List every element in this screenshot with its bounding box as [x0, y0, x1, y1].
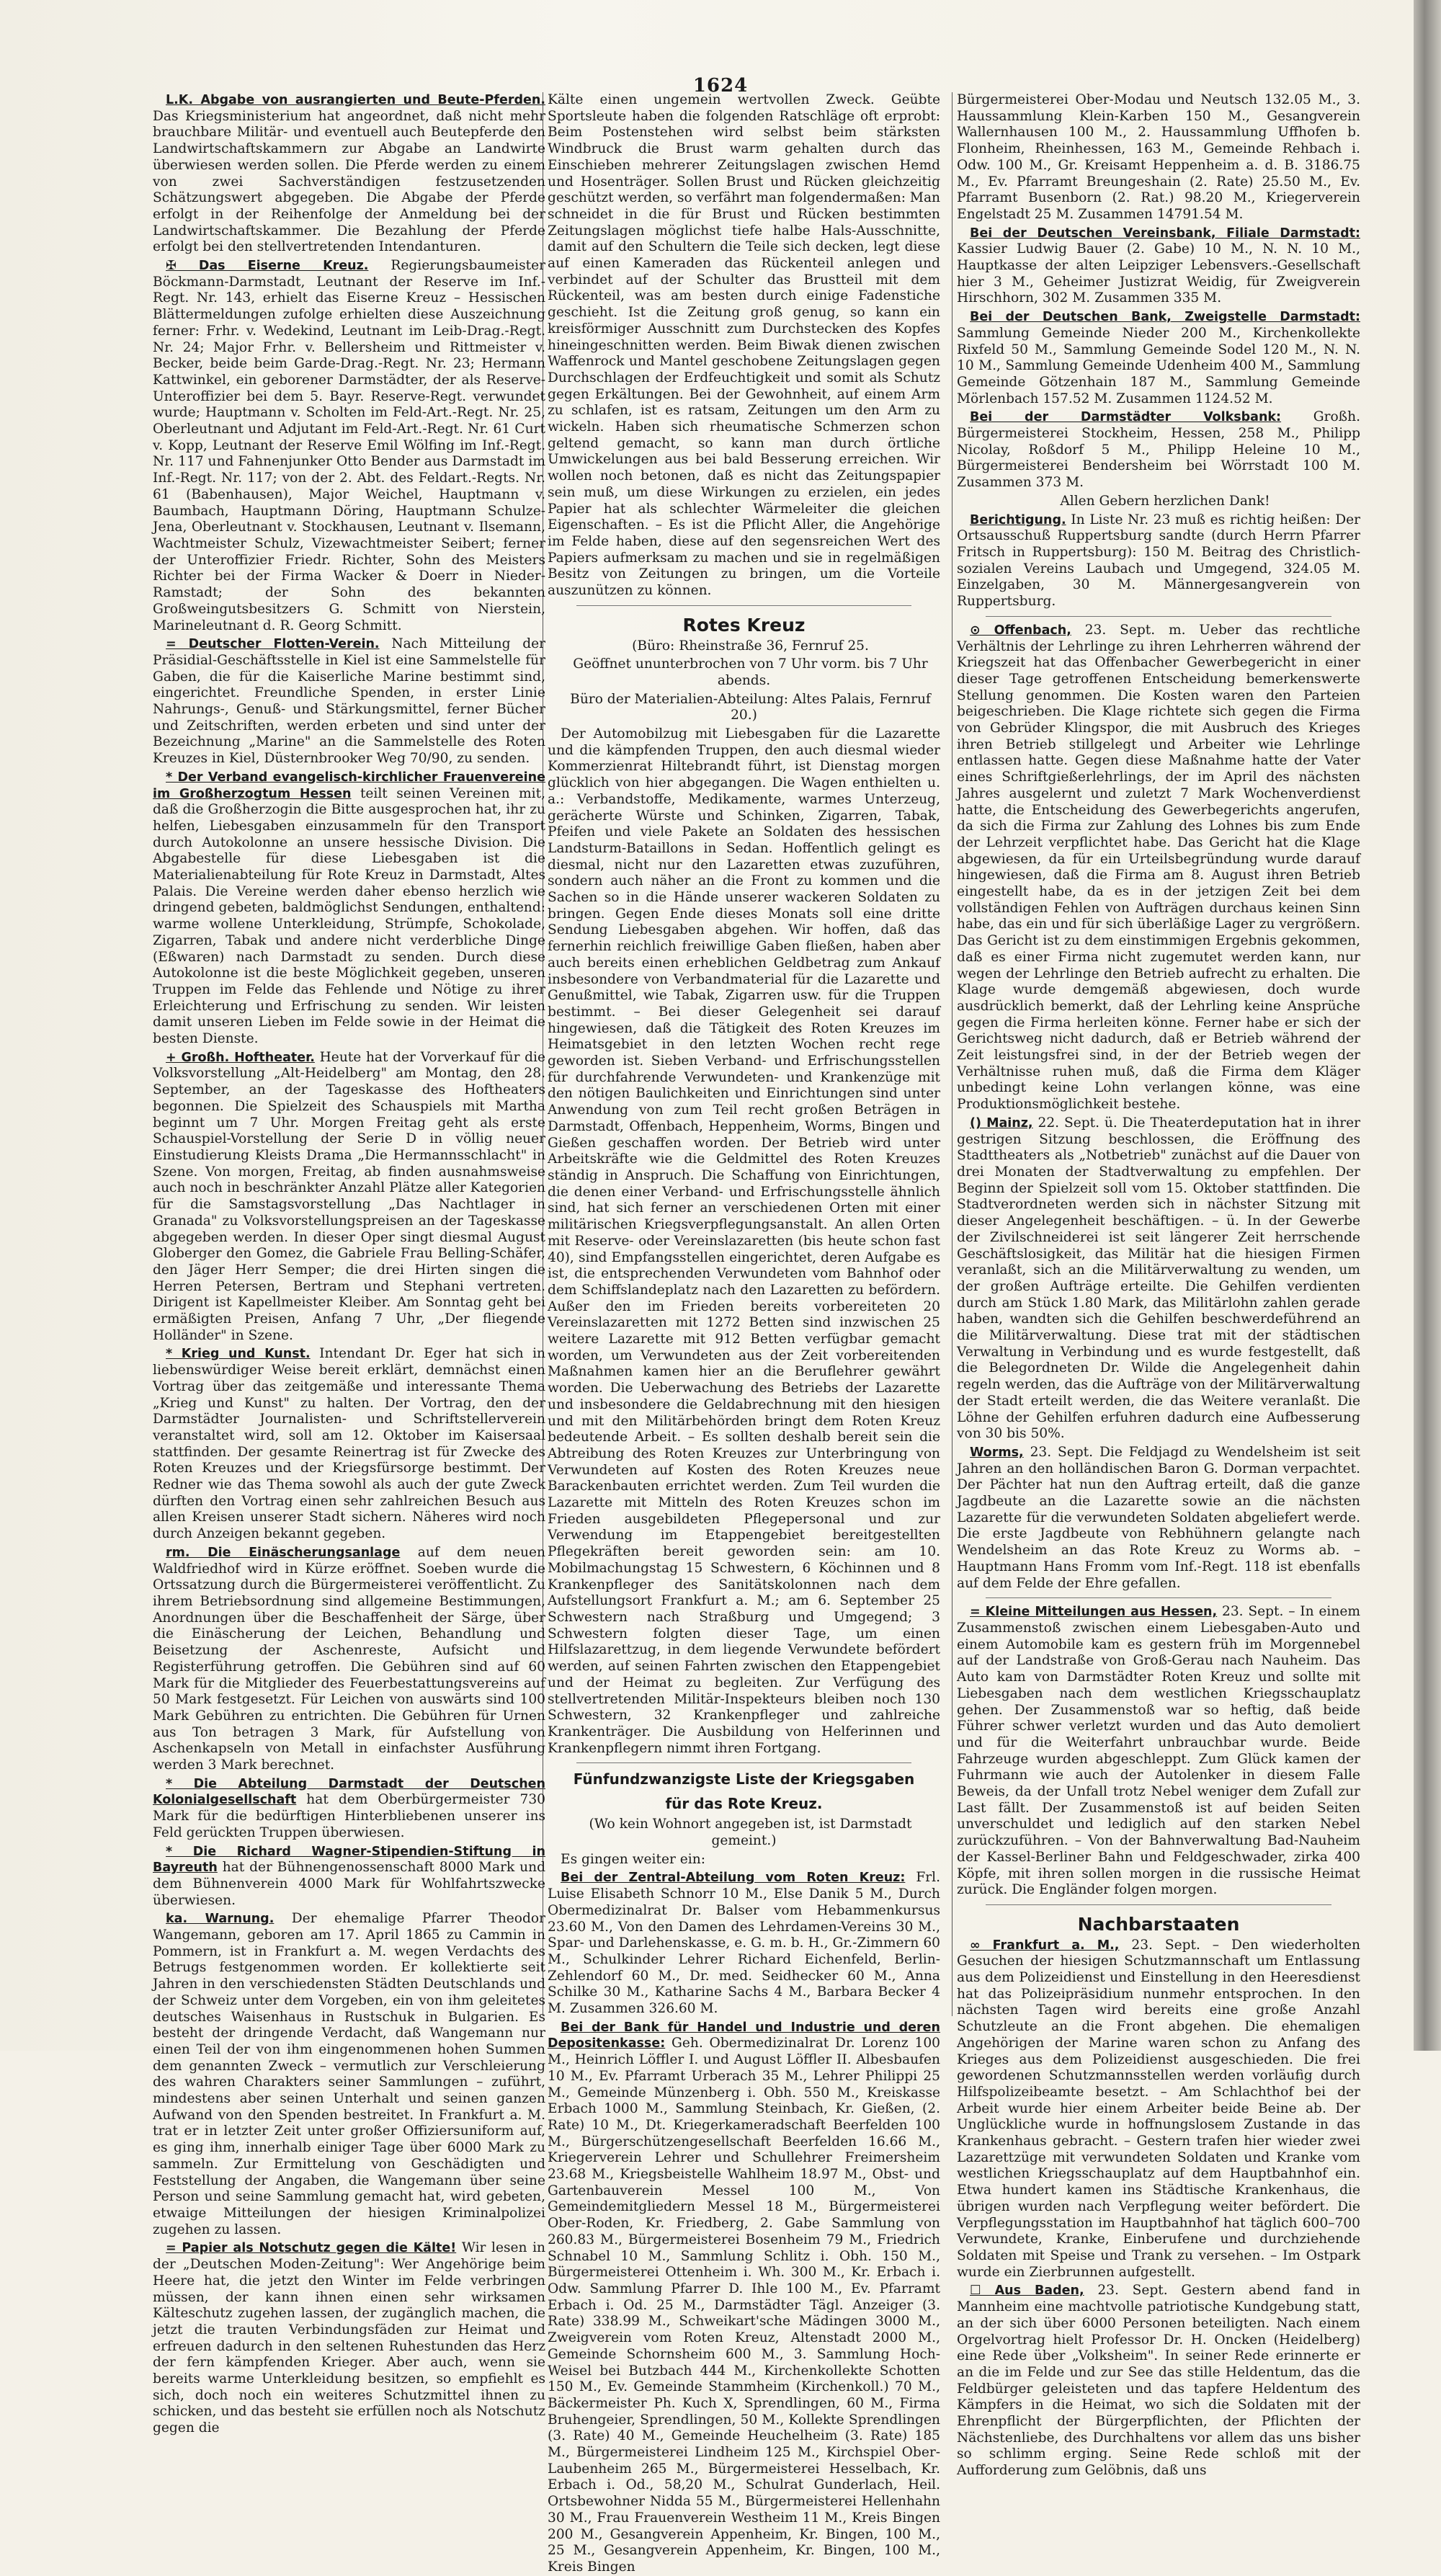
article-body: 23. Sept. – Den wiederholten Gesuchen der hiesigen Schutzmannschaft um Entlassung aus dem Polizeidienst und Einstellung in den Heeresdienst hat das Polizeipräsidium nunmehr entsprochen. In den nächsten Tagen wird bereits eine große Anzahl Schutzleute an die Front abgehen. Die ehemaligen Angehörigen der Marine waren schon zu Anfang des Krieges aus dem Polizeidienst ausgeschieden. Die frei gewordenen Schutzmannsstellen werden vorläufig durch Hilfspolizeibeamte besetzt. – Am Schlachthof bei der Arbeit wurde hier einem Arbeiter beide Beine ab. Der Unglückliche wurde in hoffnungslosem Zustande in das Krankenhaus gebracht. – Gestern trafen hier wieder zwei Lazarettzüge mit verwundeten Soldaten und Kranke vom westlichen Kriegsschauplatz auf dem Hauptbahnhof ein. Etwa hundert kamen ins Städtische Krankenhaus, die übrigen wurden nach Verpflegung weiter befördert. Die Verpflegungsstation im Hauptbahnhof hat täglich 600–700 Verwundete, Kranke, Einberufene und durchziehende Soldaten mit Speise und Trank zu versehen. – Im Ostpark wurde ein Zierbrunnen aufgestellt. — [957, 1937, 1360, 2280]
article-body: Sammlung Gemeinde Nieder 200 M., Kirchenkollekte Rixfeld 50 M., Sammlung Gemeinde Sodel 120 M., N. N. 10 M., Sammlung Gemeinde Udenheim 400 M., Sammlung Gemeinde Götzenhain 187 M., Sammlung Gemeinde Mörlenbach 157.52 M. Zusammen 1124.52 M. — [957, 325, 1360, 406]
article-headline: ✠ Das Eiserne Kreuz. — [166, 259, 369, 274]
article-headline: ⊙ Offenbach, — [970, 623, 1071, 638]
article-headline: = Papier als Notschutz gegen die Kälte! — [166, 2241, 457, 2256]
article-body: Der Automobilzug mit Liebesgaben für die Lazarette und die kämpfenden Truppen, den auch diesmal wieder Kommerzienrat Hiltebrandt führt, ist Dienstag morgen glücklich von hier abgegangen. Die Wagen enthielten u. a.: Verbandstoffe, Medikamente, warmes Unterzeug, gerächerte Würste und Schinken, Zigarren, Tabak, Pfeifen und viele Pakete an Soldaten des hessischen Landsturm-Bataillons in Sedan. Hoffentlich gelingt es diesmal, nicht nur den Lazaretten etwas zuzuführen, sondern auch näher an die Front zu kommen und die Sachen so in die Hände unserer wackeren Soldaten zu bringen. Gegen Ende dieses Monats soll eine dritte Sendung Liebesgaben abgehen. Wir hoffen, daß das fernerhin reichlich freiwillige Gaben fließen, haben aber auch bereits einen erheblichen Geldbetrag zum Ankauf insbesondere von Verbandmaterial für die Lazarette und Genußmittel, wie Tabak, Zigarren usw. für die Truppen bestimmt. – Bei dieser Gelegenheit sei darauf hingewiesen, daß die Tätigkeit des Roten Kreuzes im Heimatsgebiet in den letzten Wochen recht rege geworden ist. Sieben Verband- und Erfrischungsstellen für durchfahrende Verwundeten- und Krankenzüge mit den nötigen Baulichkeiten und Einrichtungen sind unter Anwendung von zum Teil recht großen Beträgen in Darmstadt, Offenbach, Heppenheim, Worms, Bingen und Gießen geschaffen worden. Der Betrieb wird unter Arbeitskräfte wie die Geldmittel des Roten Kreuzes ständig in Anspruch. Die Schaffung von Einrichtungen, die denen einer Verband- und Erfrischungsstelle ähnlich sind, hat sich ferner an verschiedenen Orten mit einer militärischen Kriegsverpflegungsanstalt. An allen Orten mit Reserve- oder Vereinslazaretten (bis heute schon fast 40), sind Empfangsstellen eingerichtet, deren Aufgabe es ist, die entsprechenden Verwundeten vom Bahnhof oder dem Schiffslandeplatz nach den Lazaretten zu befördern. Außer den im Frieden bereits vorbereiteten 20 Vereinslazaretten mit 1272 Betten sind inzwischen 25 weitere Lazarette mit 912 Betten verfügbar gemacht worden, um Verwundeten aus der Zeit vorbereitenden Maßnahmen kamen hier an die Beruflehrer gewährt worden. Die Ueberwachung des Betriebs der Lazarette und insbesondere die Geldabrechnung mit den hiesigen und mit den Militärbehörden bringt dem Roten Kreuz bedeutende Arbeit. – Es sollten deshalb bereit sein die Abtreibung des Roten Kreuzes zur Unterbringung von Verwundeten auf Kosten des Roten Kreuzes neue Barackenbauten errichtet werden. Zum Teil wurden die Lazarette mit Mitteln des Roten Kreuzes schon im Frieden ausgebildeten Pflegepersonal und zur Verwendung im Etappengebiet bereitgestellten Pflegekräften bereit geworden sein: am 10. Mobilmachungstag 15 Schwestern, 6 Köchinnen und 8 Krankenpfleger des Sanitätskolonnen nach dem Aufstellungsort Frankfurt a. M.; am 6. September 25 Schwestern nach Straßburg und Umgegend; 3 Schwestern folgten dieser Tage, um einen Hilfslazarettzug, in dem liegende Verwundete befördert werden, auf seinen Fahrten zwischen den Etappengebiet und der Heimat zu begleiten. Zur Verfügung des stellvertretenden Militär-Inspekteurs bleiben noch 130 Schwestern, 32 Krankenpfleger und zahlreiche Krankenträger. Die Ausbildung von Helferinnen und Krankenpflegern nimmt ihren Fortgang. — [548, 726, 940, 1756]
article-body: Bürgermeisterei Ober-Modau und Neutsch 132.05 M., 3. Haussammlung Klein-Karben 150 M., Gesangverein Wallernhausen 100 M., 2. Haussammlung Uffhofen b. Flonheim, Rheinhessen, 163 M., Gemeinde Rehbach i. Odw. 100 M., Gr. Kreisamt Heppenheim a. d. B. 3186.75 M., Ev. Pfarramt Breungeshain (2. Rate) 25.50 M., Ev. Pfarramt Busenborn (2. Rat.) 98.20 M., Kriegerverein Engelstadt 25 M. Zusammen 14791.54 M. — [957, 92, 1360, 222]
article-paragraph — [153, 1346, 545, 1542]
article-body: Regierungsbaumeister Böckmann-Darmstadt, Leutnant der Reserve im Inf.-Regt. Nr. 143, erhielt das Eiserne Kreuz – Hessischen Blättermeldungen zufolge erhielten diese Auszeichnung ferner: Frhr. v. Wedekind, Leutnant im Leib-Drag.-Regt. Nr. 24; Major Frhr. v. Bellersheim und Rittmeister v. Becker, beide beim Garde-Drag.-Regt. Nr. 23; Hermann Kattwinkel, ein geborener Darmstädter, der als Reserve-Unteroffizier bei dem 5. Bayr. Reserve-Regt. verwundet wurde; Hauptmann v. Scholten im Feld-Art.-Regt. Nr. 25, Oberleutnant und Adjutant im Feld-Art.-Regt. Nr. 61 Curt v. Kopp, Leutnant der Reserve Emil Wölfing im Inf.-Regt. Nr. 117 und Fahnenjunker Otto Bender aus Darmstadt im Inf.-Regt. Nr. 117; von der 2. Abt. des Feldart.-Regts. Nr. 61 (Babenhausen), Major Weichel, Hauptmann v. Baumbach, Hauptmann Döring, Hauptmann Schulze-Jena, Oberleutnant v. Stockhausen, Leutnant v. Ilsemann, Wachtmeister Schulz, Vizewachtmeister Seibert; ferner der Unteroffizier Friedr. Richter, Sohn des Meisters Richter bei der Firma Wacker & Doerr in Nieder-Ramstadt; der Sohn des bekannten Großweingutsbesitzers G. Schmitt von Nierstein, Marineleutnant d. R. Georg Schmitt. — [153, 258, 545, 633]
article-paragraph — [548, 1852, 940, 1868]
article-paragraph — [957, 1604, 1360, 1899]
article-body: 23. Sept. Die Feldjagd zu Wendelsheim ist seit Jahren an den holländischen Baron G. Dorman verpachtet. Der Pächter hat nun den Auftrag erteilt, daß die ganze Jagdbeute an die Lazarette sowie an die nächsten Lazarette für die verwundeten Soldaten abgeliefert werde. Die erste Jagdbeute von Rebhühnern gelangte nach Wendelsheim an das Rote Kreuz zu Worms ab. – Hauptmann Hans Fromm vom Inf.-Regt. 118 ist ebenfalls auf dem Felde der Ehre gefallen. — [957, 1444, 1360, 1591]
article-paragraph — [957, 623, 1360, 1113]
article-paragraph — [957, 1115, 1360, 1443]
article-paragraph — [957, 1445, 1360, 1592]
article-headline: * Die Abteilung Darmstadt der Deutschen Kolonialgesellschaft — [153, 1776, 545, 1808]
article-body: 23. Sept. Gestern abend fand in Mannheim eine machtvolle patriotische Kundgebung statt, an der sich über 6000 Personen beteiligten. Nach einem Orgelvortrag hielt Professor Dr. H. Oncken (Heidelberg) eine Rede über „Volksheim". In seiner Rede erinnerte er an die im Felde und zur See das stille Heldentum, das die Feldbürger geleisteten und das tapfere Heldentum des Kämpfers in die Heimat, wo sich die Soldaten mit der Ehrenpflicht der Bürgerpflichten, der Pflichten der Nächstenliebe, des Durchhaltens vor allem das uns bisher so schlimm erging. Seine Rede schloß mit der Aufforderung zum Gelöbnis, daß uns — [957, 2283, 1360, 2479]
article-headline: * Der Verband evangelisch-kirchlicher Frauenvereine im Großherzogtum Hessen — [153, 770, 545, 801]
article-paragraph — [153, 1545, 545, 1774]
article-body: 23. Sept. – In einem Zusammenstoß zwischen einem Liebesgaben-Auto und einem Automobile kam es gestern früh im Morgennebel auf der Landstraße von Groß-Gerau nach Nauheim. Das Auto kam von Darmstädter Roten Kreuz und sollte mit Liebesgaben nach dem westlichen Kriegsschauplatz gehen. Der Zusammenstoß war so heftig, daß beide Führer schwer verletzt wurden und das Auto demoliert und für die Weiterfahrt unbrauchbar wurde. Beide Fahrzeuge wurden abgeschleppt. Zum Glück kamen der Fuhrmann wie auch der Autolenker in diesem Falle Beweis, da der Unfall trotz Nebel weniger dem Zufall zur Last fällt. Der Zusammenstoß ist auf beiden Seiten unverschuldet und lediglich auf den starken Nebel zurückzuführen. – Von der Bahnverwaltung Bad-Nauheim der Kassel-Berliner Bahn und Feldgeschwader, zirka 400 Köpfe, mit ihren sollen morgen in die russische Heimat zurück. Die Engländer folgen morgen. — [957, 1604, 1360, 1898]
article-body: 23. Sept. m. Ueber das rechtliche Verhältnis der Lehrlinge zu ihren Lehrherren während der Kriegszeit hat das Offenbacher Gewerbegericht in einer dieser Tage getroffenen Entscheidung bemerkenswerte Stellung genommen. Die Kosten waren den Parteien beigeschrieben. Die Klage richtete sich gegen die Firma von Gebrüder Klingspor, die mit Ausbruch des Krieges ihren Betrieb stillgelegt und Arbeiter wie Lehrlinge entlassen hatte. Gegen diese Maßnahme hatte der Vater eines Schriftgießerlehrlings, der im April des nächsten Jahres ausgelernt und zuletzt 7 Mark Wochenverdienst hatte, die Entscheidung des Gewerbegerichts angerufen, da sich die Firma zur Zahlung des Lohnes bis zum Ende der Lehrzeit verpflichtet habe. Das Gericht hat die Klage abgewiesen, da für ein Urteilsbegründung wurde darauf hingewiesen, daß die Firma am 8. August ihren Betrieb eingestellt habe, da es in der jetzigen Zeit bei dem vollständigen Fehlen von Aufträgen durchaus keinen Sinn habe, das ein und für sich überläßige Lager zu vergrößern. Das Gericht ist zu dem einstimmigen Ergebnis gekommen, daß es einer Firma nicht zugemutet werden kann, nur wegen der Lehrlinge den Betrieb aufrecht zu erhalten. Die Klage wurde demgemäß abgewiesen, doch wurde ausdrücklich bemerkt, daß der Lehrling keine Ansprüche gegen die Firma herleiten könne. Ferner habe er sich der Gerichtsweg nicht dadurch, daß er Betrieb während der Zeit leistungsfrei sind, in der der Betrieb wegen der Verhältnisse ruhen muß, daß die Firma dem Kläger unbedingt keine Lohn verlangen könne, was eine Produktionsmöglichkeit bestehe. — [957, 622, 1360, 1113]
column-3 — [957, 92, 1360, 2479]
article-body: Frl. Luise Elisabeth Schnorr 10 M., Else Danik 5 M., Durch Obermedizinalrat Dr. Balser vom Hebammenkursus 23.60 M., Von den Damen des Lehrdamen-Vereins 30 M., Spar- und Darlehenskasse, e. G. m. b. H., Gr.-Zimmern 60 M., Schulkinder Lehrer Richard Eichenfeld, Berlin-Zehlendorf 60 M., Dr. med. Seidhecker 60 M., Anna Schilke 30 M., Katharine Sachs 4 M., Barbara Becker 4 M. Zusammen 326.60 M. — [548, 1870, 940, 2017]
article-paragraph — [957, 226, 1360, 308]
article-body: auf dem neuen Waldfriedhof wird in Kürze eröffnet. Soeben wurde die Ortssatzung durch die Bürgermeisterei veröffentlicht. Zu ihrem Betriebsordnung sind allgemeine Bestimmungen, Anordnungen über die Beschaffenheit der Särge, über die Einäscherung der Leichen, Behandlung und Beisetzung der Aschenreste, Aufsicht und Registerführung getroffen. Die Gebühren sind auf 60 Mark für die Mitglieder des Feuerbestattungsvereins auf 50 Mark festgesetzt. Für Leichen von auswärts sind 100 Mark Gebühren zu entrichten. Die Gebühren für Urnen aus Ton betragen 3 Mark, für Aufstellung von Aschenkapseln von Metall in einfachster Ausführung werden 3 Mark berechnet. — [153, 1544, 545, 1773]
article-body: hat der Bühnengenossenschaft 8000 Mark und dem Bühnenverein 4000 Mark für Wohlfahrtszwecke überwiesen. — [153, 1860, 545, 1908]
section-separator — [576, 605, 911, 606]
scanned-page-edge — [1414, 0, 1441, 2051]
article-headline: * Krieg und Kunst. — [166, 1347, 311, 1362]
article-headline: ∞ Frankfurt a. M., — [970, 1938, 1120, 1953]
article-paragraph — [957, 1938, 1360, 2281]
article-headline: ☐ Aus Baden, — [970, 2283, 1084, 2299]
article-headline: Bei der Bank für Handel und Industrie und deren Depositenkasse: — [548, 2020, 940, 2051]
article-body: Wir lesen in der „Deutschen Moden-Zeitung": Wer Angehörige beim Heere hat, die jetzt den Winter im Felde verbringen müssen, der kann ihnen einen sehr wirksamen Kälteschutz zugehen lassen, der zugänglich machen, die jetzt die trauten Verbindungsfäden zur Heimat und erfreuen dadurch in den seltenen Ruhestunden das Herz der fern kämpfenden Krieger. Aber auch, wenn sie bereits warme Unterkleidung besitzen, so empfiehlt es sich, doch noch ein weiteres Schutzmittel ihnen zu schicken, und das besteht sie erfüllen noch als Notschutz gegen die — [153, 2240, 545, 2436]
article-body: hat dem Oberbürgermeister 730 Mark für die bedürftigen Hinterbliebenen unserer ins Feld gerückten Truppen überwiesen. — [153, 1792, 545, 1840]
article-paragraph — [957, 2283, 1360, 2479]
article-paragraph — [153, 770, 545, 1048]
section-heading: Nachbarstaaten — [1077, 1913, 1240, 1935]
article-headline: = Deutscher Flotten-Verein. — [166, 637, 380, 652]
article-body: Geh. Obermedizinalrat Dr. Lorenz 100 M., Heinrich Löffler I. und August Löffler II. Albesbaufen 10 M., Ev. Pfarramt Urberach 35 M., Lehrer Philippi 25 M., Gemeinde Münzenberg i. Obh. 550 M., Kreiskasse Erbach 1000 M., Sammlung Steinbach, Kr. Gießen, (2. Rate) 10 M., Dt. Kriegerkameradschaft Beerfelden 100 M., Bürgerschützengesellschaft Beerfelden 16.66 M., Kriegerverein Lehrer und Schullehrer Freimersheim 23.68 M., Kriegsbeistelle Wahlheim 18.97 M., Obst- und Gartenbauverein Messel 100 M., Von Gemeindemitgliedern Messel 18 M., Bürgermeisterei Ober-Roden, Kr. Friedberg, 2. Gabe Sammlung von 260.83 M., Bürgermeisterei Bosenheim 79 M., Friedrich Schnabel 10 M., Sammlung Schlitz i. Obh. 150 M., Bürgermeisterei Ottenheim i. Wh. 300 M., Kr. Erbach i. Odw. Sammlung Pfarrer D. Ihle 100 M., Ev. Pfarramt Erbach i. Od. 25 M., Darmstädter Tägl. Anzeiger (3. Rate) 338.99 M., Schweikart'sche Mädingen 3000 M., Zweigverein vom Roten Kreuz, Altenstadt 2000 M., Gemeinde Schornsheim 600 M., 3. Sammlung Hoch-Weisel bei Butzbach 444 M., Kirchenkollekte Schotten 150 M., Ev. Gemeinde Stammheim (Kirchenkoll.) 70 M., Bäckermeister Ph. Kuch X, Sprendlingen, 60 M., Firma Bruhengeier, Sprendlingen, 50 M., Kollekte Sprendlingen (3. Rate) 40 M., Gemeinde Heuchelheim (3. Rate) 185 M., Bürgermeisterei Lindheim 125 M., Kirchspiel Ober-Laubenheim 265 M., Bürgermeisterei Hesselbach, Kr. Erbach i. Od., 58,20 M., Schulrat Gunderlach, Heil. Ortsbewohner Nidda 55 M., Bürgermeisterei Hellenhahn 30 M., Frau Frauenverein Westheim 11 M., Kreis Bingen 200 M., Gesangverein Appenheim, Kr. Bingen, 100 M., 25 M., Gesangverein Appenheim, Kr. Bingen, 100 M., Kreis Bingen — [548, 2036, 940, 2575]
column-rule — [952, 92, 953, 2016]
article-body: Heute hat der Vorverkauf für die Volksvorstellung „Alt-Heidelberg" am Montag, den 28. September, an der Tageskasse des Hoftheaters begonnen. Die Spielzeit des Schauspiels mit Martha beginnt um 7 Uhr. Morgen Freitag geht als erste Schauspiel-Vorstellung der Serie D in völlig neuer Einstudierung Kleists Drama „Die Hermannsschlacht" in Szene. Von morgen, Freitag, ab finden ausnahmsweise auch noch in beschränkter Anzahl Plätze aller Kategorien für die Samstagsvorstellung „Das Nachtlager in Granada" zu Volksvorstellungspreisen an der Tageskasse abgegeben werden. In dieser Oper singt diesmal August Globerger den Gomez, die Gabriele Frau Belling-Schäfer, den Jäger Herr Semper; die drei Hirten singen die Herren Petersen, Bertram und Stephani vertreten. Dirigent ist Kapellmeister Kleiber. Am Sonntag geht bei ermäßigten Preisen, Anfang 7 Uhr, „Der fliegende Holländer" in Szene. — [153, 1049, 545, 1343]
article-paragraph — [957, 309, 1360, 407]
article-body: 22. Sept. ü. Die Theaterdeputation hat in ihrer gestrigen Sitzung beschlossen, die Eröffnung des Stadttheaters als „Notbetrieb" zunächst auf die Dauer von drei Monaten der Stadtverwaltung zu empfehlen. Der Beginn der Spielzeit soll vom 15. Oktober stattfinden. Die Stadtverordneten werden sich in nächster Sitzung mit dieser Angelegenheit beschäftigen. – ü. In der Gewerbe der Zivilschneiderei ist seit längerer Zeit herrschende Geschäftslosigkeit, das Militär hat die hiesigen Firmen veranlaßt, sich an die Militärverwaltung zu wenden, um der großen Aufträge erteilte. Die Gehilfen verdienten durch am Stück 1.80 Mark, das Militärlohn zahlen gerade haben, wandten sich die Gehilfen beschwerdeführend an die Militärverwaltung. Diese trat mit der städtischen Verwaltung in Verbindung und es wurde festgestellt, daß die Belegordneten Dr. Wilde die Angelegenheit dahin regeln werden, das die Aufträge von der Militärverwaltung der Stadt erteilt werden, die das Weitere veranlaßt. Die Löhne der Gehilfen erfuhren dadurch eine Aufbesserung von 30 bis 50%. — [957, 1115, 1360, 1442]
article-paragraph — [153, 92, 545, 256]
article-paragraph — [153, 1776, 545, 1842]
section-separator — [986, 616, 1331, 617]
article-paragraph — [957, 409, 1360, 491]
page-number: 1624 — [692, 75, 749, 97]
article-body: teilt seinen Vereinen mit, daß die Großherzogin die Bitte ausgesprochen hat, ihr zu helfen, Liebesgaben einzusammeln für den Transport durch Autokolonne an unsere hessische Division. Die Abgabestelle für diese Liebesgaben ist die Materialienabteilung für Rote Kreuz in Darmstadt, Altes Palais. Die Vereine werden daher ebenso herzlich wie dringend gebeten, baldmöglichst Sendungen, enthaltend: warme wollene Unterkleidung, Strümpfe, Schokolade, Zigarren, Tabak und andere nicht verderbliche Dinge (Eßwaren) nach Darmstadt zu senden. Durch diese Autokolonne ist die beste Möglichkeit gegeben, unseren Truppen im Felde das Fehlende und Nötige zu ihrer Erleichterung und Erfrischung zu senden. Wir leisten damit unseren Lieben im Felde sowie in der Heimat die besten Dienste. — [153, 785, 545, 1047]
article-paragraph — [153, 258, 545, 634]
article-body: Großh. Bürgermeisterei Stockheim, Hessen, 258 M., Philipp Nicolay, Roßdorf 5 M., Philipp Heleine 10 M., Bürgermeisterei Bendersheim bei Wörrstadt 100 M. Zusammen 373 M. — [957, 409, 1360, 491]
article-body: Intendant Dr. Eger hat sich in liebenswürdiger Weise bereit erklärt, demnächst einen Vortrag über das zeitgemäße und interessante Thema „Krieg und Kunst" zu halten. Der Vortrag, den der Darmstädter Journalisten- und Schriftstellerverein veranstaltet wird, soll am 12. Oktober im Kaisersaal stattfinden. Der gesamte Reinertrag ist für Zwecke des Roten Kreuzes und der Kriegsfürsorge bestimmt. Der Redner wie das Thema sowohl als auch der gute Zweck dürften den Vortrag einen sehr zahlreichen Besuch aus allen Kreisen unserer Stadt sichern. Näheres wird noch durch Anzeigen bekannt gegeben. — [153, 1346, 546, 1542]
article-headline: Berichtigung. — [970, 512, 1066, 527]
article-headline: L.K. Abgabe von ausrangierten und Beute-Pferden. — [166, 93, 545, 107]
article-headline: + Großh. Hoftheater. — [166, 1050, 315, 1065]
article-paragraph — [548, 1870, 940, 2017]
article-headline: Bei der Darmstädter Volksbank: — [970, 410, 1282, 425]
article-body: Der ehemalige Pfarrer Theodor Wangemann, geboren am 17. April 1865 zu Cammin in Pommern, ist in Frankfurt a. M. wegen Verdachts des Betrugs festgenommen worden. Er kollektierte seit Jahren in den verschiedensten Städten Deutschlands und der Schweiz unter dem Vorgeben, ein von ihm geleitetes deutsches Waisenhaus in Rustschuk in Bulgarien. Es besteht der dringende Verdacht, daß Wangemann nur einen Teil der von ihm eingenommenen hohen Summen dem genannten Zweck – vermutlich zur Verschleierung des wahren Charakters seiner Sammlungen – zuführt, mindestens aber seinen Unterhalt und seinen ganzen Aufwand von den Spenden bestreitet. In Frankfurt a. M. trat er in letzter Zeit unter großer Offiziersuniform auf, es ging ihm, innerhalb einiger Tage über 6000 Mark zu sammeln. Zur Ermittelung von Geschädigten und Feststellung der Angaben, die Wangemann über seine Person und seine Sammlung gemacht hat, wird gebeten, etwaige Mitteilungen der hiesigen Kriminalpolizei zugehen zu lassen. — [153, 1911, 545, 2237]
section-heading: für das Rote Kreuz. — [665, 1795, 823, 1813]
centered-line: (Wo kein Wohnort angegeben ist, ist Darmstadt gemeint.) — [589, 1817, 912, 1849]
article-body: Es gingen weiter ein: — [561, 1851, 705, 1867]
section-separator — [986, 1597, 1331, 1598]
article-paragraph — [957, 512, 1360, 610]
article-headline: ka. Warnung. — [166, 1912, 275, 1927]
section-heading: Fünfundzwanzigste Liste der Kriegsgaben — [573, 1770, 915, 1788]
article-paragraph — [153, 1844, 545, 1909]
article-paragraph — [548, 726, 940, 1757]
article-headline: Bei der Deutschen Vereinsbank, Filiale Darmstadt: — [970, 226, 1360, 241]
article-headline: rm. Die Einäscherungsanlage — [166, 1545, 401, 1560]
article-headline: Bei der Zentral-Abteilung vom Roten Kreuz: — [561, 1871, 906, 1886]
article-paragraph — [548, 2020, 940, 2576]
article-paragraph — [957, 92, 1360, 223]
column-2 — [548, 92, 940, 2575]
article-paragraph — [548, 92, 940, 600]
section-heading: Rotes Kreuz — [682, 614, 806, 636]
centered-line: Allen Gebern herzlichen Dank! — [1060, 493, 1270, 509]
centered-line: Büro der Materialien-Abteilung: Altes Palais, Fernruf 20.) — [570, 691, 931, 723]
article-paragraph — [153, 636, 545, 767]
article-paragraph — [153, 2240, 545, 2436]
column-1 — [153, 92, 546, 2436]
article-body: Nach Mitteilung der Präsidial-Geschäftsstelle in Kiel ist eine Sammelstelle für Gaben, die für die Kaiserliche Marine bestimmt sind, eingerichtet. Freundliche Spenden, in erster Linie Nahrungs-, Genuß- und Stärkungsmittel, ferner Bücher und Zeitschriften, werden erbeten und sind unter der Bezeichnung „Marine" an die Sammelstelle des Roten Kreuzes in Kiel, Düsternbrooker Weg 70/90, zu senden. — [153, 636, 546, 767]
section-separator — [576, 1762, 911, 1763]
article-paragraph — [153, 1050, 545, 1345]
article-paragraph — [153, 1911, 545, 2238]
centered-line: Geöffnet ununterbrochen von 7 Uhr vorm. bis 7 Uhr abends. — [573, 656, 928, 688]
article-body: Das Kriegsministerium hat angeordnet, daß nicht mehr brauchbare Militär- und eventuell auch Beutepferde den Landwirtschaftskammern zur Abgabe an Landwirte überwiesen werden sollen. Die Pferde werden zu einem von zwei Sachverständigen festzusetzenden Schätzungswert abgegeben. Die Abgabe der Pferde erfolgt in der Reihenfolge der Anmeldung bei der Landwirtschaftskammer. Die Bezahlung der Pferde erfolgt bei den stellvertretenden Intendanturen. — [153, 108, 545, 255]
article-body: Kassier Ludwig Bauer (2. Gabe) 10 M., N. N. 10 M., Hauptkasse der alten Leipziger Lebensvers.-Gesellschaft hier 3 M., Geheimer Justizrat Weidig, für Zweigverein Hirschhorn, 302 M. Zusammen 335 M. — [957, 241, 1360, 306]
article-headline: = Kleine Mitteilungen aus Hessen, — [970, 1605, 1218, 1620]
article-headline: * Die Richard Wagner-Stipendien-Stiftung in Bayreuth — [153, 1844, 545, 1876]
article-headline: () Mainz, — [970, 1115, 1033, 1131]
article-headline: Bei der Deutschen Bank, Zweigstelle Darmstadt: — [970, 310, 1360, 325]
centered-line: (Büro: Rheinstraße 36, Fernruf 25. — [632, 638, 869, 654]
article-body: Kälte einen ungemein wertvollen Zweck. Geübte Sportsleute haben die folgenden Ratschläge oft erprobt: Beim Postenstehen wird selbst beim stärksten Windbruck die Brust warm gehalten durch das Einschieben mehrerer Zeitungslagen zwischen Hemd und Hosenträger. Sollen Brust und Rücken gleichzeitig geschützt werden, so verfährt man folgendermaßen: Man schneidet in die für Brust und Rücken bestimmten Zeitungslagen möglichst tiefe halbe Hals-Ausschnitte, damit auf den Schultern die Teile sich decken, legt diese auf einen Kameraden das Rückenteil anlegen und verbindet auf der Schulter das Brustteil mit dem Rückenteil, was am besten durch einige Fadenstiche geschieht. Ist die Zeitung groß genug, so kann ein kreisförmiger Ausschnitt zum Durchstecken des Kopfes hineingeschnitten werden. Beim Biwak dienen zwischen Waffenrock und Mantel geschobene Zeitungslagen gegen Durchschlagen der Erdfeuchtigkeit und somit als Schutz gegen Erkältungen. Bei der Gewohnheit, auf einem Arm zu schlafen, ist es ratsam, Zeitungen um den Arm zu wickeln. Haben sich rheumatische Schmerzen schon geltend gemacht, so kann man durch örtliche Umwickelungen aus bei bald Besserung erreichen. Wir wollen noch betonen, daß es nicht das Zeitungspapier sein muß, um diese Wirkungen zu erzielen, ein jedes Papier hat als schlechter Wärmeleiter die gleichen Eigenschaften. – Es ist die Pflicht Aller, die Angehörige im Felde haben, diese auf den segensreichen Wert des Papiers aufmerksam zu machen und sie in regelmäßigen Besitz von Zeitungen zu bringen, um die Vorteile auszunützen zu können. — [548, 92, 940, 599]
section-separator — [986, 1904, 1331, 1905]
article-headline: Worms, — [970, 1445, 1024, 1460]
article-body: In Liste Nr. 23 muß es richtig heißen: Der Ortsausschuß Ruppertsburg sandte (durch Herrn Pfarrer Fritsch in Ruppertsburg): 150 M. Beitrag des Christlich-sozialen Vereins Laubach und Umgegend, 324.05 M. Einzelgaben, 30 M. Männergesangverein von Ruppertsburg. — [957, 512, 1360, 610]
